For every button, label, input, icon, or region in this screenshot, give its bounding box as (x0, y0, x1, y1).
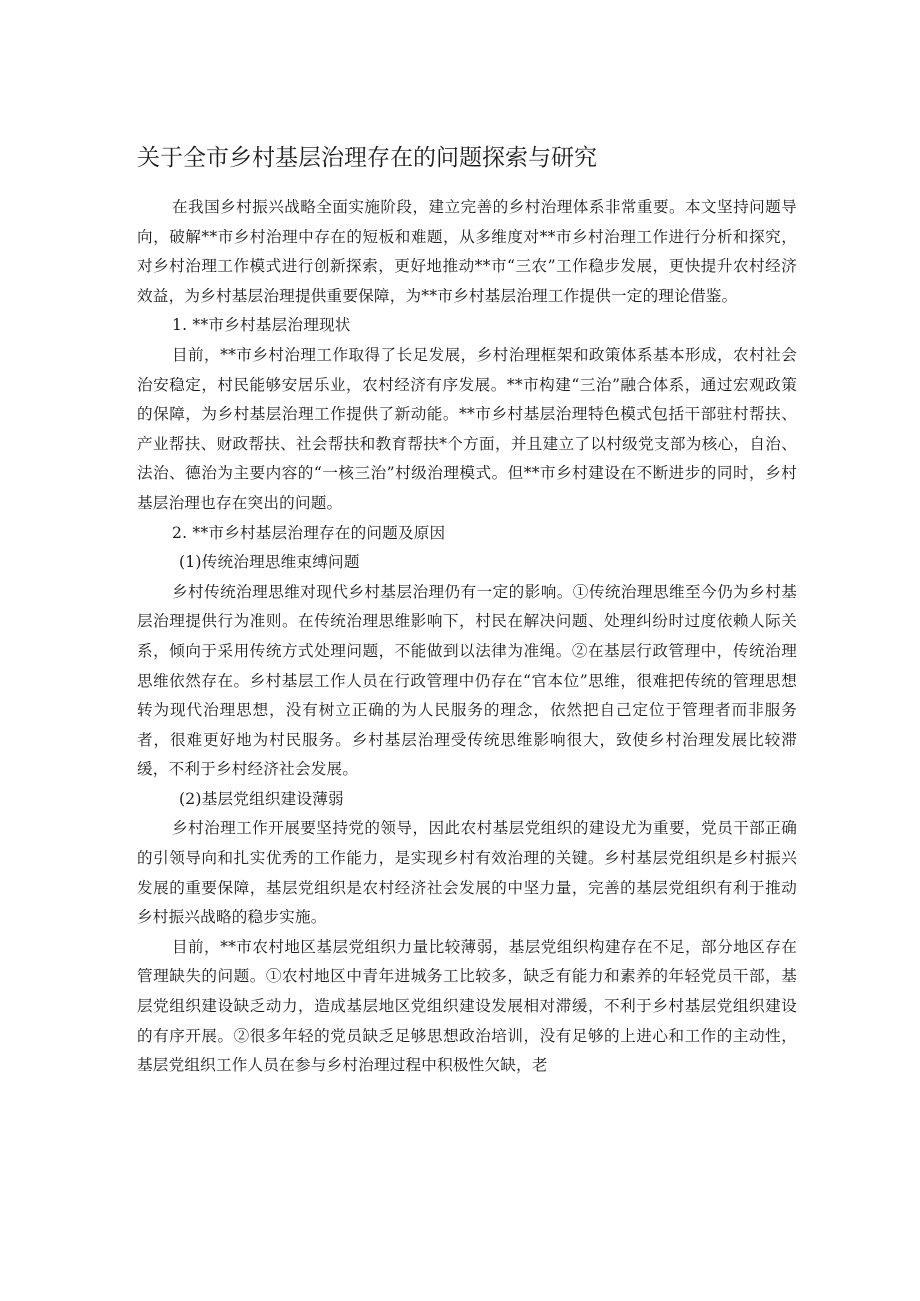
paragraph-intro: 在我国乡村振兴战略全面实施阶段，建立完善的乡村治理体系非常重要。本文坚持问题导向，破解**市乡村治理中存在的短板和难题，从多维度对**市乡村治理工作进行分析和探究，对乡村治理工作模式进行创新探索，更好地推动**市“三农”工作稳步发展，更快提升农村经济效益，为乡村基层治理提供重要保障，为**市乡村基层治理工作提供一定的理论借鉴。 (137, 198, 797, 305)
document-body (137, 193, 797, 1081)
subsection-heading-2: (2)基层党组织建设薄弱 (179, 789, 344, 808)
section-heading-2: 2. **市乡村基层治理存在的问题及原因 (172, 523, 446, 542)
paragraph-traditional-thinking: 乡村传统治理思维对现代乡村基层治理仍有一定的影响。①传统治理思维至今仍为乡村基层治理提供行为准则。在传统治理思维影响下，村民在解决问题、处理纠纷时过度依赖人际关系，倾向于采用传统方式处理问题，不能做到以法律为准绳。②在基层行政管理中，传统治理思维依然存在。乡村基层工作人员在行政管理中仍存在“官本位”思维，很难把传统的管理思想转为现代治理思想，没有树立正确的为人民服务的理念，依然把自己定位于管理者而非服务者，很难更好地为村民服务。乡村基层治理受传统思维影响很大，致使乡村治理发展比较滞缓，不利于乡村经济社会发展。 (137, 582, 797, 779)
section-heading-1: 1. **市乡村基层治理现状 (172, 316, 351, 335)
paragraph-status: 目前，**市乡村治理工作取得了长足发展，乡村治理框架和政策体系基本形成，农村社会治安稳定，村民能够安居乐业，农村经济有序发展。**市构建“三治”融合体系，通过宏观政策的保障，为乡村基层治理工作提供了新动能。**市乡村基层治理特色模式包括干部驻村帮扶、产业帮扶、财政帮扶、社会帮扶和教育帮扶*个方面，并且建立了以村级党支部为核心，自治、法治、德治为主要内容的“一核三治”村级治理模式。但**市乡村建设在不断进步的同时，乡村基层治理也存在突出的问题。 (137, 345, 797, 512)
paragraph-party-building: 乡村治理工作开展要坚持党的领导，因此农村基层党组织的建设尤为重要，党员干部正确的引领导向和扎实优秀的工作能力，是实现乡村有效治理的关键。乡村基层党组织是乡村振兴发展的重要保障，基层党组织是农村经济社会发展的中坚力量，完善的基层党组织有利于推动乡村振兴战略的稳步实施。 (137, 819, 797, 927)
subsection-heading-1: (1)传统治理思维束缚问题 (179, 553, 360, 572)
paragraph-current-weakness: 目前，**市农村地区基层党组织力量比较薄弱，基层党组织构建存在不足，部分地区存在管理缺失的问题。①农村地区中青年进城务工比较多，缺乏有能力和素养的年轻党员干部，基层党组织建设缺乏动力，造成基层地区党组织建设发展相对滞缓，不利于乡村基层党组织建设的有序开展。②很多年轻的党员缺乏足够思想政治培训，没有足够的上进心和工作的主动性，基层党组织工作人员在参与乡村治理过程中积极性欠缺，老 (137, 937, 797, 1075)
document-title: 关于全市乡村基层治理存在的问题探索与研究 (137, 145, 597, 171)
